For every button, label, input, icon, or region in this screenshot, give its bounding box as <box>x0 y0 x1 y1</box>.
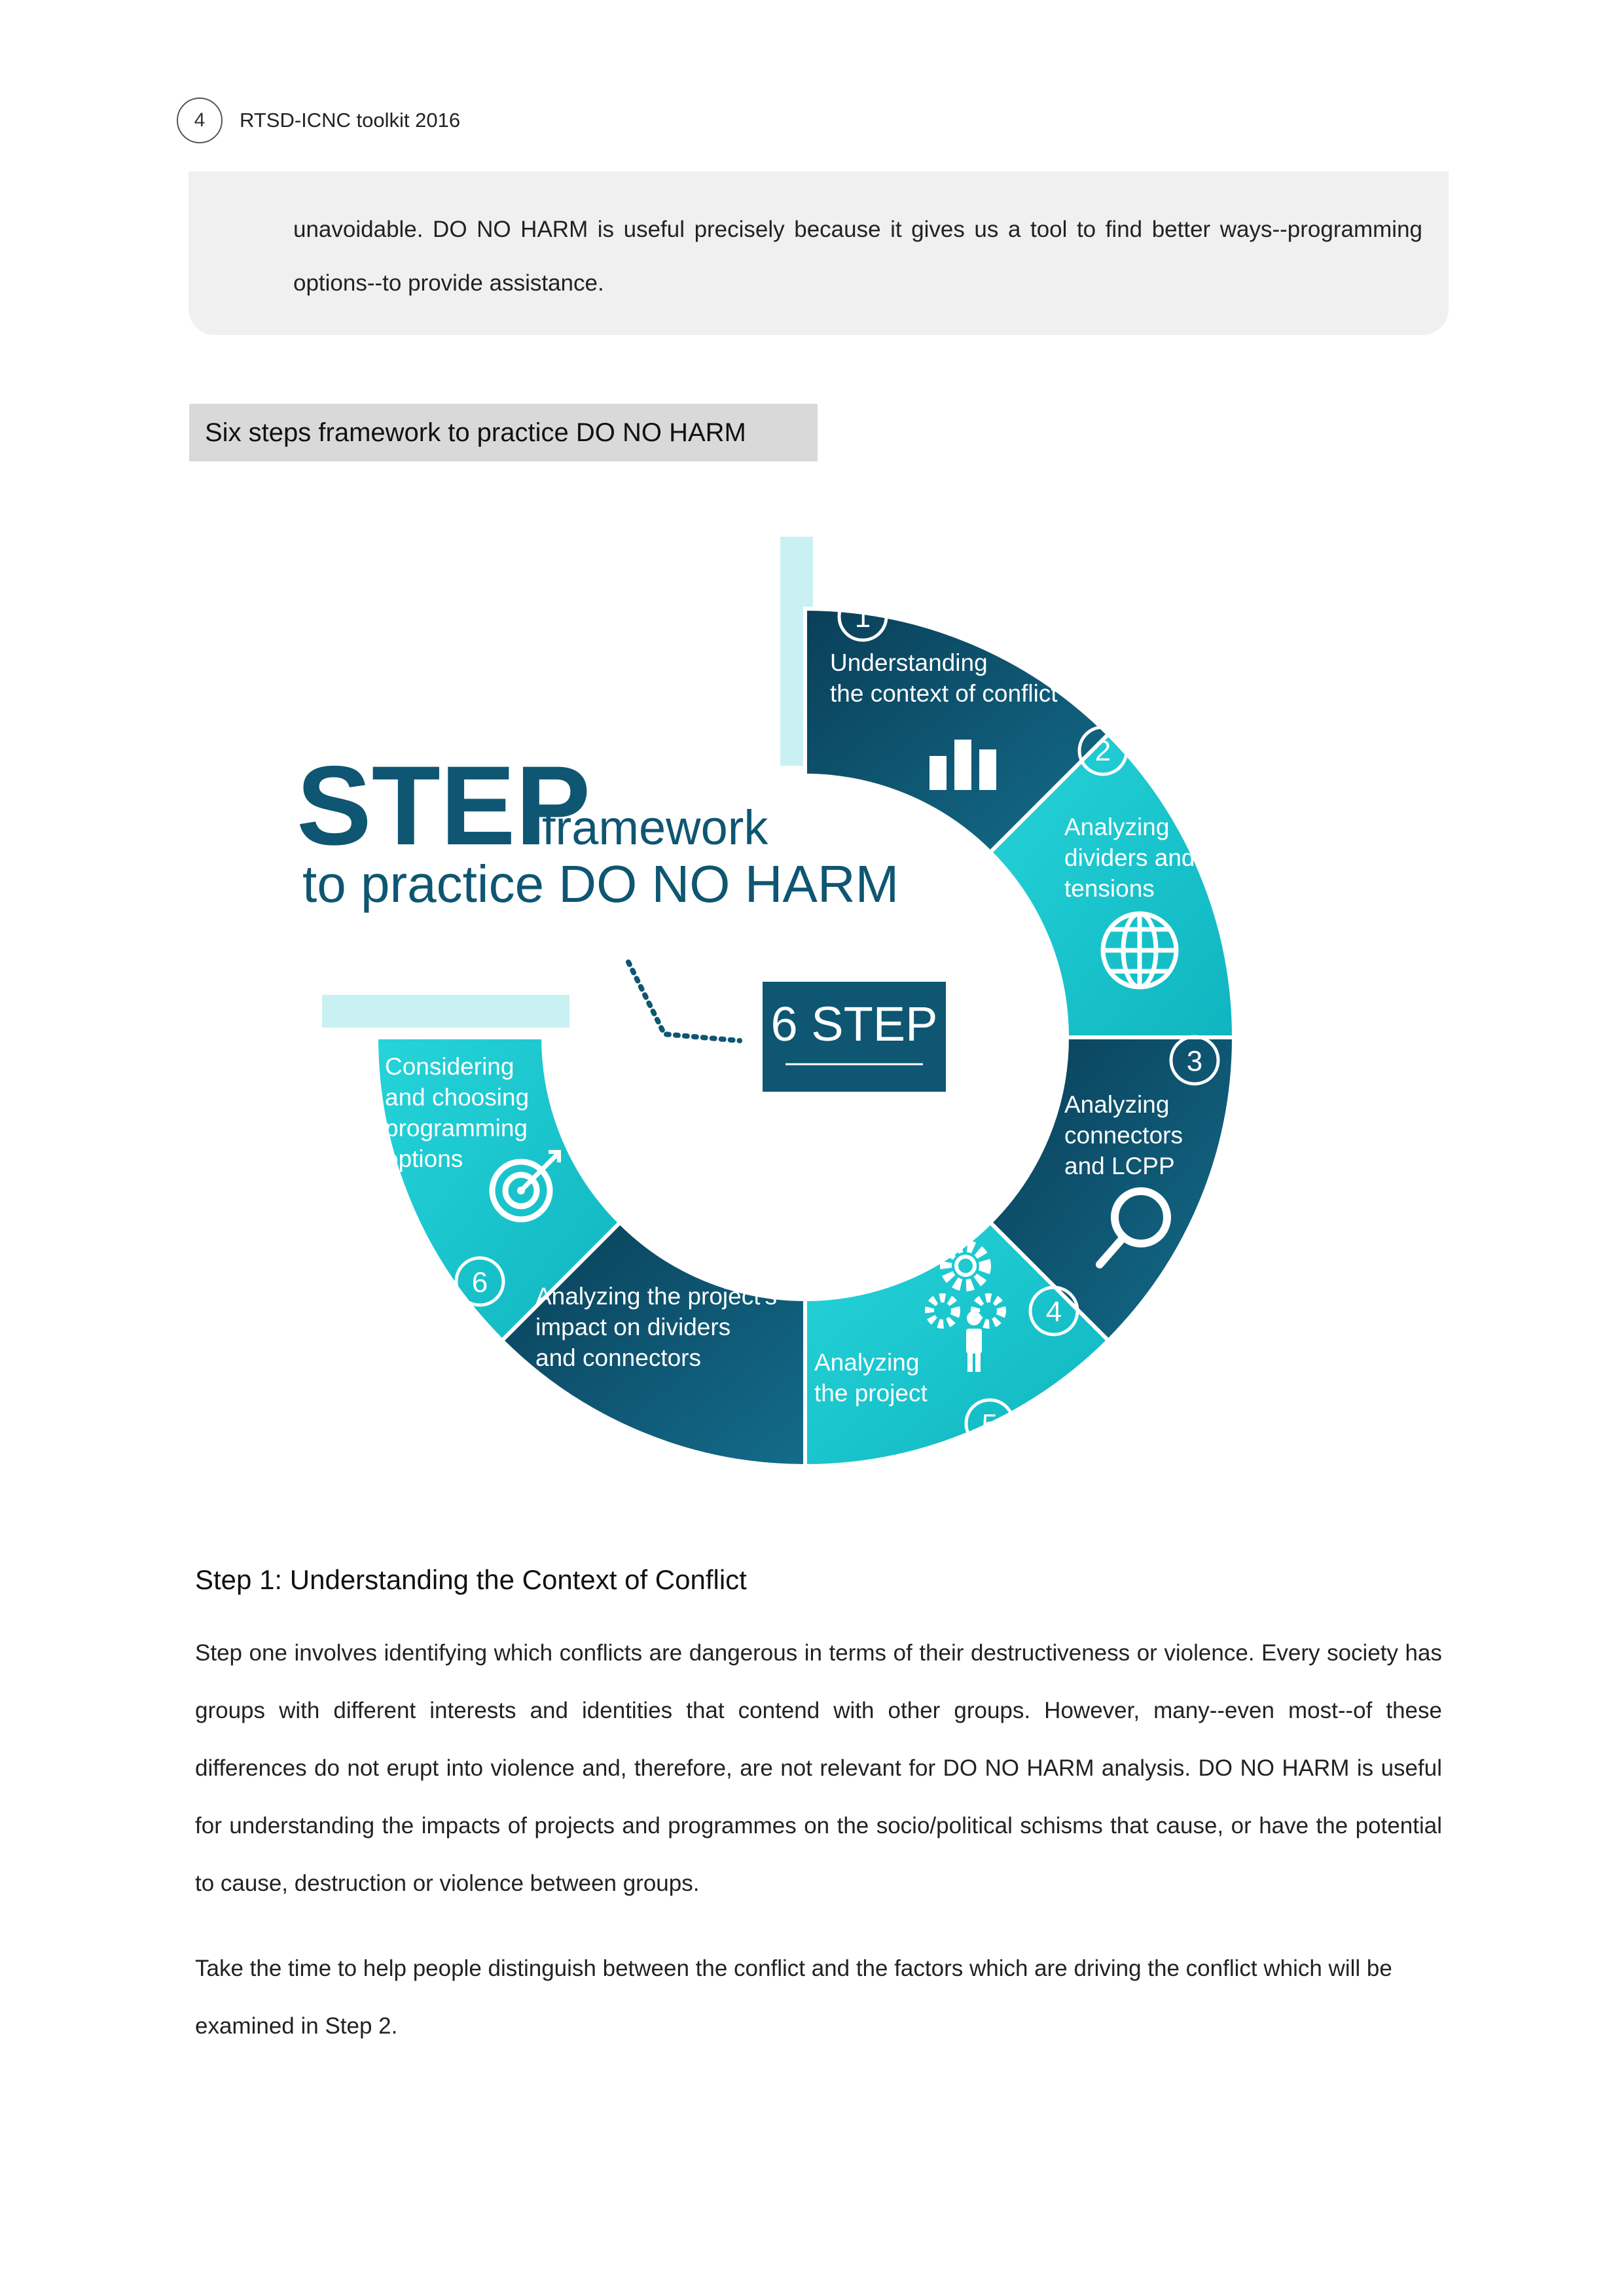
step-4-line2: the project <box>814 1380 928 1407</box>
center-badge-label: 6 STEP <box>770 997 938 1051</box>
step-6-line3: programming <box>385 1115 528 1141</box>
dotted-connector <box>628 962 740 1041</box>
step-6-line4: options <box>385 1145 463 1172</box>
step-5-line3: and connectors <box>535 1344 702 1371</box>
page-number: 4 <box>177 98 223 143</box>
step-2-line2: dividers and <box>1064 844 1195 871</box>
step-6-number: 6 <box>471 1266 488 1299</box>
figure-subtitle: to practice DO NO HARM <box>302 855 899 913</box>
step-6-line2: and choosing <box>385 1084 530 1111</box>
step-3-line1: Analyzing <box>1064 1091 1170 1118</box>
step-5-line1: Analyzing the project's <box>535 1283 778 1310</box>
running-title: RTSD-ICNC toolkit 2016 <box>240 109 461 132</box>
step-2-line3: tensions <box>1064 875 1155 902</box>
step-3-line3: and LCPP <box>1064 1153 1175 1179</box>
step-4-line1: Analyzing <box>814 1349 920 1376</box>
step-5-number: 5 <box>981 1408 998 1441</box>
step-2-line1: Analyzing <box>1064 814 1170 840</box>
figure-title-framework: framework <box>542 800 768 855</box>
section-label: Six steps framework to practice DO NO HARM <box>189 404 818 461</box>
step-2-reference: Step 2 <box>325 2013 391 2039</box>
step1-paragraph-2 <box>195 1940 1442 2055</box>
step-1-number: 1 <box>854 601 871 634</box>
step1-heading: Step 1: Understanding the Context of Conflict <box>195 1564 747 1595</box>
step-1-line1: Understanding <box>830 649 988 676</box>
globe-icon <box>1103 914 1176 987</box>
quote-box <box>189 171 1449 335</box>
quote-text: unavoidable. DO NO HARM is useful precisely because it gives us a tool to find better ways--programming options--to provide assistance. <box>293 217 1422 296</box>
step-framework-figure <box>288 524 1270 1479</box>
step-5-line2: impact on dividers <box>535 1314 731 1340</box>
step1-paragraph-1: Step one involves identifying which conflicts are dangerous in terms of their destructiveness or violence. Every society has groups with different interests and identities that contend with other groups. However, many--even most--of these differences do not erupt into violence and, therefore, are not relevant for DO NO HARM analysis. DO NO HARM is useful for understanding the impacts of projects and programmes on the socio/political schisms that cause, or have the potential to cause, destruction or violence between groups. <box>195 1640 1442 1896</box>
step1-paragraph-2-end: . <box>391 2013 398 2039</box>
step-1-line2: the context of conflict <box>830 680 1058 707</box>
step-4-number: 4 <box>1045 1296 1062 1328</box>
page-header <box>177 95 460 146</box>
accent-bar-left <box>322 995 569 1028</box>
step-3-number: 3 <box>1186 1045 1203 1077</box>
step1-paragraph-2-text: Take the time to help people distinguish between the conflict and the factors which are driving the conflict which will be examined in <box>195 1956 1392 2039</box>
step-2-number: 2 <box>1094 735 1111 767</box>
figure-title-step: STEP <box>297 743 591 869</box>
step-3-line2: connectors <box>1064 1122 1183 1149</box>
step-6-line1: Considering <box>385 1053 514 1080</box>
